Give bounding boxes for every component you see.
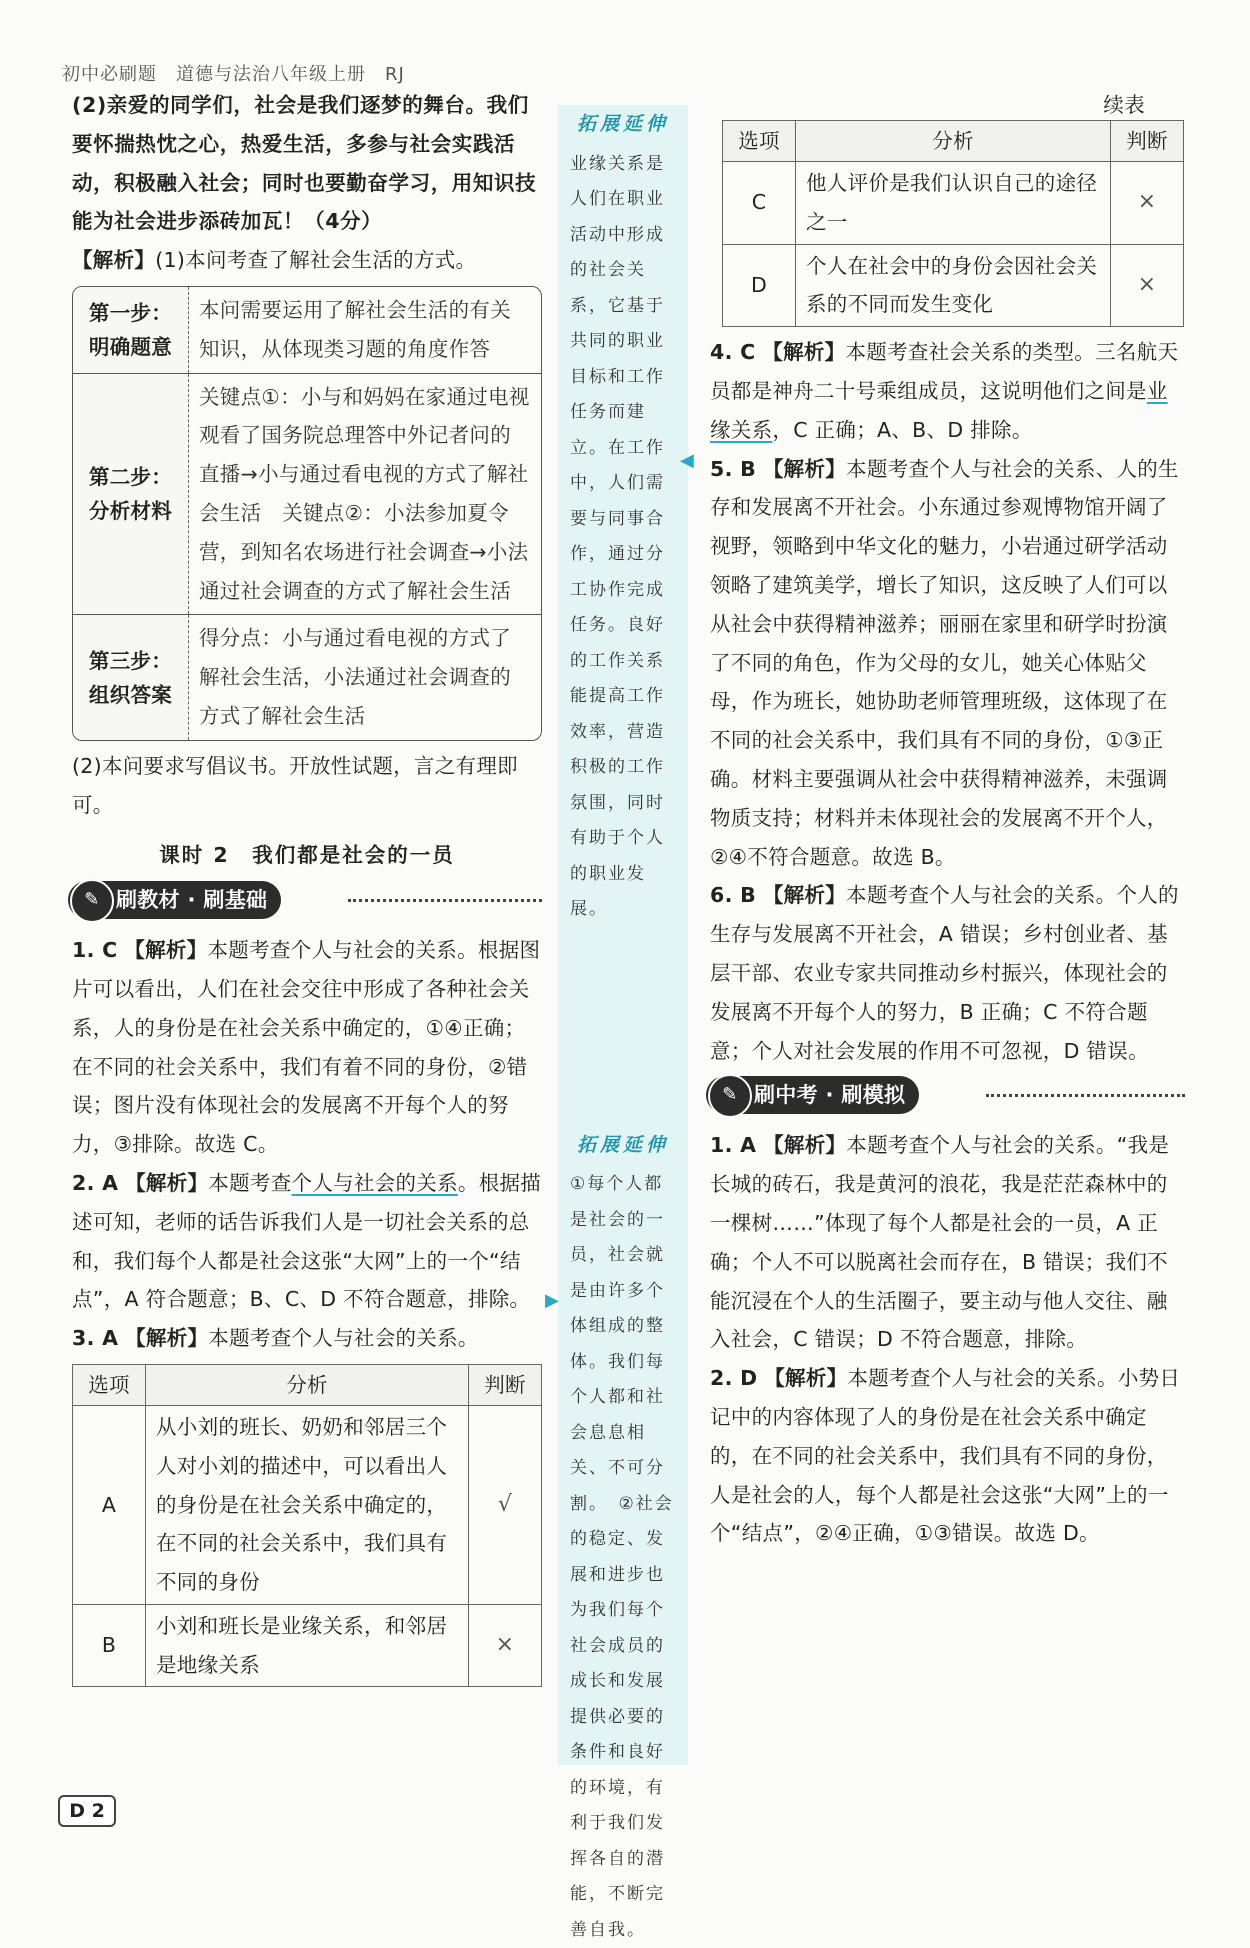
step-label: 第三步：组织答案	[73, 615, 189, 740]
step-row	[73, 287, 541, 373]
answer-part2: (2)亲爱的同学们，社会是我们逐梦的舞台。我们要怀揣热忱之心，热爱生活，多参与社会实践活动，积极融入社会；同时也要勤奋学习，用知识技能为社会进步添砖加瓦！（4分）	[72, 93, 537, 234]
analysis-table: 选项 分析 判断 A 从小刘的班长、奶奶和邻居三个人对小刘的描述中，可以看出人的身份是在社会关系中确定的，在不同的社会关系中，我们具有不同的身份 √ B 小刘和班长是业缘关系，和邻居是地缘关系 ×	[72, 1364, 542, 1688]
sidebar-text: 业缘关系是人们在职业活动中形成的社会关系，它基于共同的职业目标和工作任务而建立。在工作中，人们需要与同事合作，通过分工协作完成任务。良好的工作关系能提高工作效率，营造积极的工作氛围，同时有助于个人的职业发展。	[570, 153, 665, 919]
question-2: 2. A 【解析】本题考查个人与社会的关系。根据描述可知，老师的话告诉我们人是一切社会关系的总和，我们每个人都是社会这张“大网”上的一个“结点”，A 符合题意；B、C、D 不符合题意，排除。	[72, 1170, 542, 1312]
sidebar-title: 拓展延伸	[576, 113, 669, 135]
pencil-icon: ✎	[708, 1074, 752, 1118]
question-5: 5. B 【解析】本题考查个人与社会的关系、人的生存和发展离不开社会。小东通过参观博物馆开阔了视野，领略到中华文化的魅力，小岩通过研学活动领略了建筑美学，增长了知识，这反映了人们可以从社会中获得精神滋养；丽丽在家里和研学时扮演了不同的角色，作为父母的女儿，她关心体贴父母，作为班长，她协助老师管理班级，这体现了在不同的社会关系中，我们具有不同的身份，①③正确。材料主要强调从社会中获得精神滋养，未强调物质支持；材料并未体现社会的发展离不开个人，②④不符合题意。故选 B。	[710, 456, 1179, 869]
right-column	[710, 90, 1185, 1553]
arrow-icon: ▶	[545, 1290, 559, 1311]
running-header: 初中必刷题 道德与法治八年级上册 RJ	[62, 64, 405, 85]
question-4: 4. C 【解析】本题考查社会关系的类型。三名航天员都是神舟二十号乘组成员，这说明他们之间是业缘关系，C 正确；A、B、D 排除。	[710, 340, 1179, 442]
left-column	[72, 86, 542, 1687]
banner-dots	[986, 1094, 1185, 1097]
sidebar-text: ①每个人都是社会的一员，社会就是由许多个体组成的整体。我们每个人都和社会息息相关、不可分割。 ②社会的稳定、发展和进步也为我们每个社会成员的成长和发展提供必要的条件和良好的环境，有利于我们发挥各自的潜能，不断完善自我。	[570, 1174, 674, 1940]
steps-box	[72, 286, 542, 741]
arrow-icon: ◀	[680, 450, 694, 471]
step-label: 第二步：分析材料	[73, 373, 189, 615]
question-3: 3. A 【解析】本题考查个人与社会的关系。	[72, 1326, 479, 1351]
step-content: 得分点：小与通过看电视的方式了解社会生活，小法通过社会调查的方式了解社会生活	[199, 626, 511, 728]
table-row: D 个人在社会中的身份会因社会关系的不同而发生变化 ×	[723, 244, 1184, 327]
sidebar-title: 拓展延伸	[576, 1133, 669, 1156]
question-1: 1. C 【解析】本题考查个人与社会的关系。根据图片可以看出，人们在社会交往中形成了各种社会关系，人的身份是在社会关系中确定的，①④正确；在不同的社会关系中，我们有着不同的身份，②错误；图片没有体现社会的发展离不开每个人的努力，③排除。故选 C。	[72, 938, 541, 1157]
table-row: C 他人评价是我们认识自己的途径之一 ×	[723, 162, 1184, 245]
table-row: B 小刘和班长是业缘关系，和邻居是地缘关系 ×	[73, 1604, 542, 1687]
lesson-title: 课时 2 我们都是社会的一员	[159, 843, 455, 868]
step-row	[73, 373, 541, 615]
step-content: 本问需要运用了解社会生活的有关知识，从体现类习题的角度作答	[189, 287, 542, 373]
analysis-intro: 【解析】(1)本问考查了解社会生活的方式。	[72, 248, 477, 273]
continued-label: 续表	[1103, 93, 1145, 117]
question-6: 6. B 【解析】本题考查个人与社会的关系。个人的生存与发展离不开社会，A 错误；乡村创业者、基层干部、农业专家共同推动乡村振兴，体现社会的发展离不开每个人的努力，B 正确；C 不符合题意；个人对社会发展的作用不可忽视，D 错误。	[710, 883, 1179, 1063]
mock-question-2: 2. D 【解析】本题考查个人与社会的关系。小势日记中的内容体现了人的身份是在社会关系中确定的，在不同的社会关系中，我们具有不同的身份，人是社会的人，每个人都是社会这张“大网”上的一个“结点”，②④正确，①③错误。故选 D。	[710, 1366, 1181, 1546]
section-banner: ✎ 刷中考 · 刷模拟	[706, 1076, 1185, 1122]
page-number: D 2	[58, 1795, 116, 1827]
analysis-part2: (2)本问要求写倡议书。开放性试题，言之有理即可。	[72, 753, 518, 817]
analysis-table-continued: 选项 分析 判断 C 他人评价是我们认识自己的途径之一 × D 个人在社会中的身份会因社会关系的不同而发生变化 ×	[722, 120, 1184, 327]
step-content: 关键点①：小与和妈妈在家通过电视观看了国务院总理答中外记者问的直播→小与通过看电视的方式了解社会生活 关键点②：小法参加夏令营，到知名农场进行社会调查→小法通过社会调查的方式了解社会生活	[189, 373, 542, 615]
mock-question-1: 1. A 【解析】本题考查个人与社会的关系。“我是长城的砖石，我是黄河的浪花，我是茫茫森林中的一棵树……”体现了每个人都是社会的一员，A 正确；个人不可以脱离社会而存在，B 错误；我们不能沉浸在个人的生活圈子，要主动与他人交往、融入社会，C 错误；D 不符合题意，排除。	[710, 1133, 1170, 1352]
step-label: 第一步：明确题意	[73, 287, 189, 373]
table-row: A 从小刘的班长、奶奶和邻居三个人对小刘的描述中，可以看出人的身份是在社会关系中确定的，在不同的社会关系中，我们具有不同的身份 √	[73, 1405, 542, 1604]
banner-dots	[348, 899, 542, 902]
step-row	[73, 615, 541, 740]
section-banner: ✎ 刷教材 · 刷基础	[68, 881, 542, 927]
extension-sidebar	[558, 105, 688, 1940]
pencil-icon: ✎	[70, 879, 114, 923]
